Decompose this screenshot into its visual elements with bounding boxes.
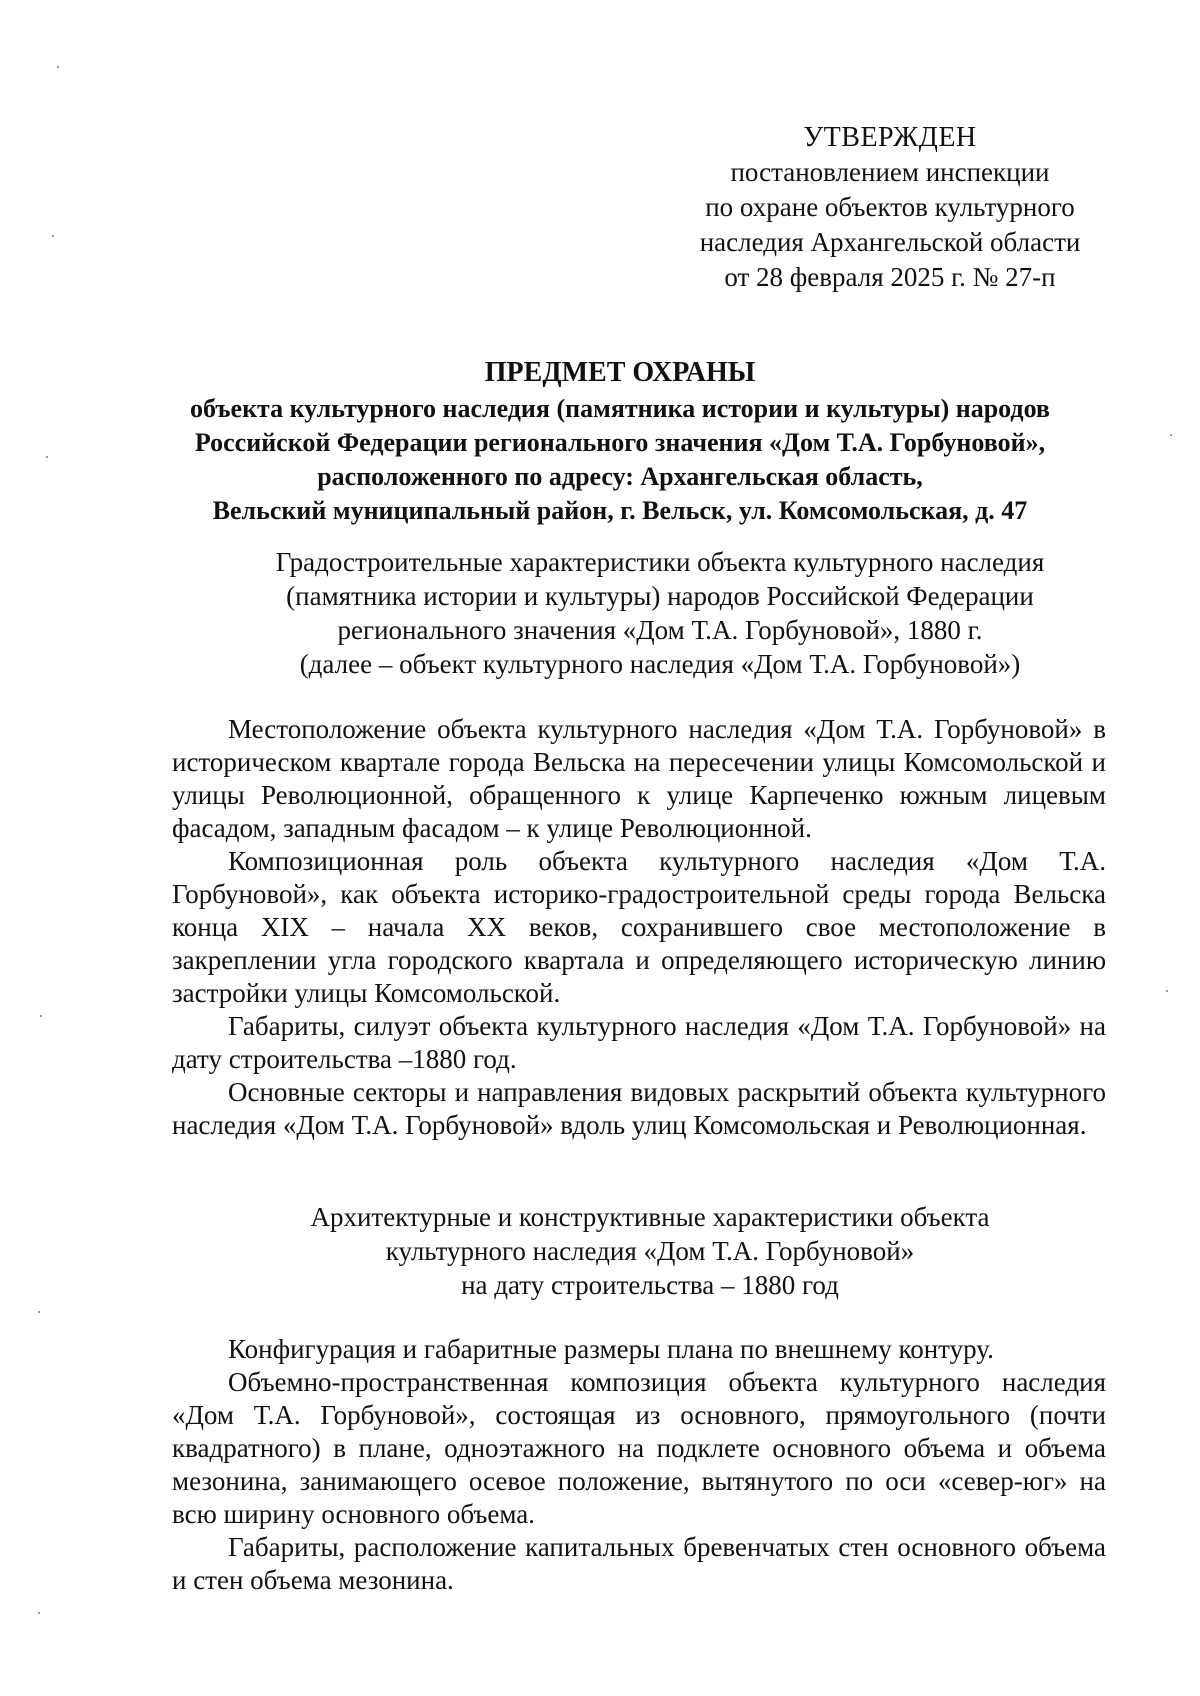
- approval-line: наследия Архангельской области: [699, 227, 1081, 257]
- section-heading-line: культурного наследия «Дом Т.А. Горбуновой»: [385, 1236, 915, 1266]
- scan-speck: [52, 235, 54, 237]
- body-paragraph: Местоположение объекта культурного наследия «Дом Т.А. Горбуновой» в историческом квартале города Вельска на пересечении улицы Комсомольской и улицы Революционной, обращенного к улице Карпеченко южным лицевым фасадом, западным фасадом – к улице Революционной.: [172, 714, 1106, 843]
- scan-speck: [1166, 990, 1168, 992]
- scan-speck: [38, 1612, 40, 1614]
- body-paragraph: Габариты, силуэт объекта культурного наследия «Дом Т.А. Горбуновой» на дату строительства –1880 год.: [172, 1011, 1106, 1074]
- section-heading-line: регионального значения «Дом Т.А. Горбуновой», 1880 г.: [337, 615, 983, 645]
- approval-line: постановлением инспекции: [730, 157, 1050, 187]
- body-paragraph: Объемно-пространственная композиция объекта культурного наследия «Дом Т.А. Горбуновой», состоящая из основного, прямоугольного (почти квадратного) в плане, одноэтажного на подклете основного объема и объема мезонина, занимающего осевое положение, вытянутого по оси «север-юг» на всю ширину основного объема.: [172, 1367, 1106, 1529]
- document-subtitle-line: расположенного по адресу: Архангельская область,: [317, 462, 923, 491]
- document-subtitle-line: Вельский муниципальный район, г. Вельск, ул. Комсомольская, д. 47: [212, 496, 1028, 525]
- approval-heading: УТВЕРЖДЕН: [803, 122, 977, 153]
- scan-speck: [1170, 434, 1172, 436]
- scan-speck: [38, 1311, 40, 1313]
- scan-speck: [57, 66, 59, 68]
- approval-line: от 28 февраля 2025 г. № 27-п: [724, 262, 1056, 292]
- body-paragraph: Конфигурация и габаритные размеры плана по внешнему контуру.: [228, 1334, 994, 1364]
- document-subtitle-line: объекта культурного наследия (памятника истории и культуры) народов: [190, 394, 1050, 423]
- section-heading-architecture: [270, 1200, 1030, 1302]
- section-body-architecture: [172, 1333, 1106, 1597]
- section-heading-line: (памятника истории и культуры) народов Российской Федерации: [286, 581, 1034, 611]
- section-body-urban: [172, 713, 1106, 1142]
- body-paragraph: Габариты, расположение капитальных бревенчатых стен основного объема и стен объема мезонина.: [172, 1532, 1106, 1595]
- section-heading-urban: [230, 545, 1090, 681]
- approval-stamp-block: [660, 120, 1120, 295]
- document-title: ПРЕДМЕТ ОХРАНЫ: [484, 357, 756, 388]
- scan-speck: [40, 1015, 42, 1017]
- section-heading-line: Архитектурные и конструктивные характеристики объекта: [310, 1202, 990, 1232]
- section-heading-line: Градостроительные характеристики объекта культурного наследия: [275, 547, 1045, 577]
- body-paragraph: Основные секторы и направления видовых раскрытий объекта культурного наследия «Дом Т.А. Горбуновой» вдоль улиц Комсомольская и Революционная.: [172, 1077, 1106, 1140]
- body-paragraph: Композиционная роль объекта культурного наследия «Дом Т.А. Горбуновой», как объекта историко-градостроительной среды города Вельска конца XIX – начала XX веков, сохранившего свое местоположение в закреплении угла городского квартала и определяющего историческую линию застройки улицы Комсомольской.: [172, 846, 1106, 1008]
- section-heading-line: на дату строительства – 1880 год: [461, 1270, 839, 1300]
- scan-speck: [46, 456, 48, 458]
- section-heading-line: (далее – объект культурного наследия «Дом Т.А. Горбуновой»): [299, 649, 1021, 679]
- document-subtitle-line: Российской Федерации регионального значения «Дом Т.А. Горбуновой»,: [194, 428, 1046, 457]
- approval-line: по охране объектов культурного: [705, 192, 1075, 222]
- document-title-block: [160, 356, 1080, 528]
